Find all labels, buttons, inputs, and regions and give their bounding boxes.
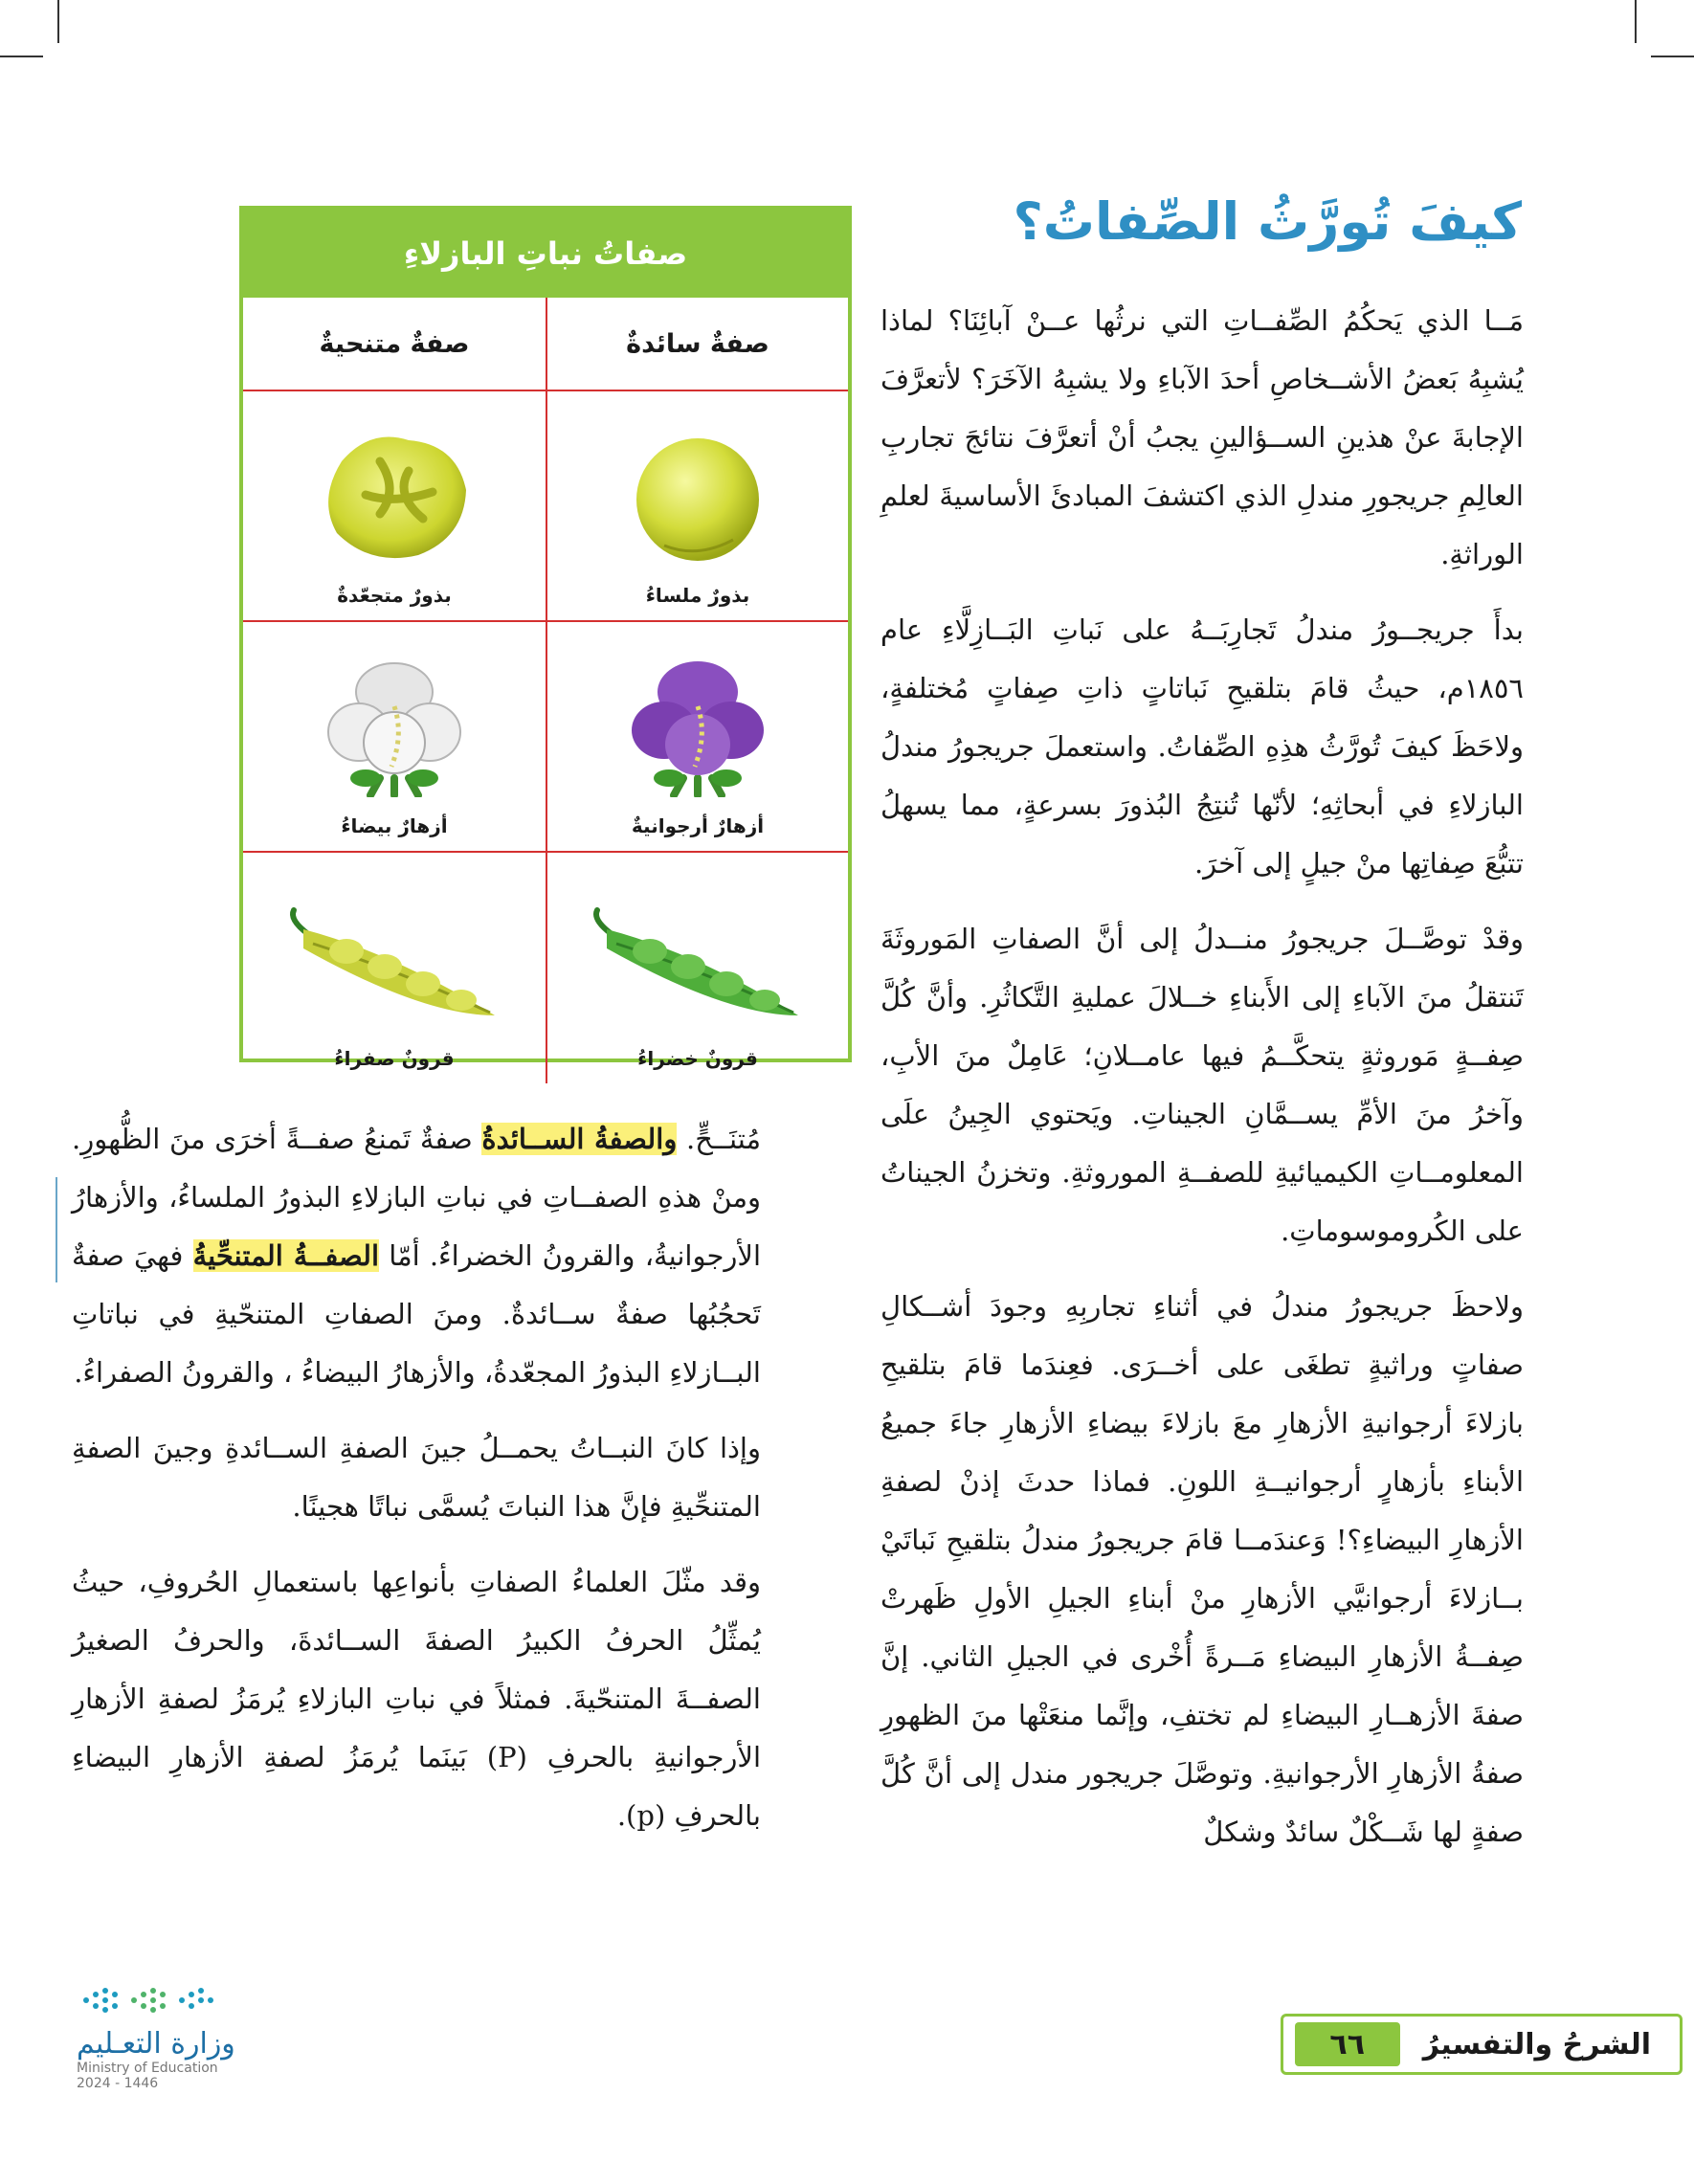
text-run: صفةٌ تَمنعُ صفــةً أخرَى منَ الظُّهورِ. ومنْ هذهِ الصفــاتِ في نباتِ البازلاءِ البذورُ الملساءُ، والأزهارُ الأرجوانيةُ، والقرونُ الخضراءُ. أمّا	[72, 1123, 761, 1272]
edition-year: 2024 - 1446	[77, 2076, 159, 2091]
label-wrinkled-seed: بذورٌ متجعّدةٌ	[337, 584, 452, 607]
cell-purple-flower	[546, 622, 848, 853]
paragraph: وقدْ توصَّــلَ جريجورُ منــدلُ إلى أنَّ الصفاتِ المَوروثَةَ تَنتقلُ منَ الآباءِ إلى الأَبناءِ خــلالَ عمليةِ التَّكاثُرِ. وأنَّ كُلَّ صِفــةٍ مَوروثةٍ يتحكَّــمُ فيها عامــلانِ؛ عَامِلٌ منَ الأبِ، وآخرُ منَ الأمِّ يســمَّانِ الجيناتِ. ويَحتوي الجِينُ علَى المعلومــاتِ الكيميائيةِ للصفــةِ الموروثةِ. وتخزنُ الجيناتُ على الكُروموسوماتِ.	[880, 923, 1524, 1247]
green-pod-image	[583, 905, 813, 1030]
crop-mark	[57, 0, 59, 43]
ministry-logo	[77, 1981, 297, 2091]
crop-mark	[0, 56, 43, 57]
wrinkled-seed-image	[313, 423, 476, 567]
ministry-name-arabic: وزارة التعـليم	[77, 2027, 235, 2061]
cell-yellow-pod	[243, 853, 546, 1083]
text-run: فهيَ صفةٌ تَحجُبُها صفةٌ ســائدةٌ. ومنَ الصفاتِ المتنحّيةِ في نباتاتِ البــازلاءِ البذورُ المجعّدةُ، والأزهارُ البيضاءُ ، والقرونُ الصفراءُ.	[72, 1239, 761, 1389]
logo-dots-icon	[77, 1981, 220, 2019]
label-green-pod: قرونٌ خضراءُ	[637, 1047, 758, 1070]
footer-section-label: الشرحُ والتفسيرُ	[1422, 2027, 1651, 2061]
section-title: كيفَ تُورَّثُ الصِّفاتُ؟	[1013, 191, 1522, 252]
left-column	[72, 1110, 761, 1862]
paragraph: بدأَ جريجــورُ مندلُ تَجارِبَــهُ على نَباتِ البَــازِلَّاءِ عام ١٨٥٦م، حيثُ قامَ بتلقيحِ نَباتاتٍ ذاتِ صِفاتٍ مُختلفةٍ، ولاحَظَ كيفَ تُورَّثُ هذِهِ الصِّفاتُ. واستعملَ جريجورُ مندلُ البازلاءِ في أبحاثِهِ؛ لأنّها تُنتِجُ البُذورَ بسرعةٍ، مما يسهلُ تتبُّعَ صِفاتِها منْ جيلٍ إلى آخرَ.	[880, 613, 1524, 880]
page-number: ٦٦	[1295, 2022, 1400, 2066]
paragraph: وقد مثّلَ العلماءُ الصفاتِ بأنواعِها باستعمالِ الحُروفِ، حيثُ يُمثِّلُ الحرفُ الكبيرُ الصفةَ الســائدةَ، والحرفُ الصغيرُ الصفــةَ المتنحّيةَ. فمثلاً في نباتِ البازلاءِ يُرمَزُ لصفةِ الأزهارِ الأرجوانيةِ بالحرفِ (P) بَينَما يُرمَزُ لصفةِ الأزهارِ البيضاءِ بالحرفِ (p).	[72, 1566, 762, 1832]
header-dominant: صفةٌ سائدةٌ	[546, 298, 848, 391]
label-purple-flower: أزهارٌ أرجوانيةٌ	[631, 814, 765, 837]
text-run: مُتنَــحٍّ.	[677, 1123, 761, 1155]
white-flower-image	[323, 654, 466, 797]
page-footer-tab	[1281, 2014, 1683, 2075]
header-recessive: صفةٌ متنحيةٌ	[243, 298, 546, 391]
label-smooth-seed: بذورٌ ملساءُ	[645, 584, 750, 607]
pea-traits-table	[239, 206, 852, 1070]
table-grid	[243, 298, 848, 1083]
paragraph	[72, 1110, 761, 1402]
crop-mark	[1651, 56, 1694, 57]
cell-green-pod	[546, 853, 848, 1083]
cell-wrinkled-seed	[243, 391, 546, 622]
paragraph: ولاحظَ جريجورُ مندلُ في أثناءِ تجاربِهِ وجودَ أشــكالِ صفاتٍ وراثيةٍ تطغَى على أخــرَى. فعِندَما قامَ بتلقيحِ بازلاءَ أرجوانيةِ الأزهارِ معَ بازلاءَ بيضاءِ الأزهارِ جاءَ جميعُ الأبناءِ بأزهارٍ أرجوانيــةِ اللونِ. فماذا حدثَ إذنْ لصفةِ الأزهارِ البيضاءِ؟! وَعندَمــا قامَ جريجورُ مندلُ بتلقيحِ نَباتَيْ بــازلاءَ أرجوانيَّي الأزهارِ منْ أبناءِ الجيلِ الأولِ ظَهرتْ صِفــةُ الأزهارِ البيضاءِ مَــرةً أُخْرى في الجيلِ الثاني. إنَّ صفةَ الأزهــارِ البيضاءِ لم تختفِ، وإنَّما منعَتْها منَ الظهورِ صفةُ الأزهارِ الأرجوانيةِ. وتوصَّلَ جريجور مندل إلى أنَّ كُلَّ صفةٍ لها شَــكْلٌ سائدٌ وشكلٌ	[880, 1290, 1524, 1848]
smooth-seed-image	[626, 433, 769, 567]
term-dominant-trait: والصفةُ الســائدةُ	[481, 1123, 678, 1155]
label-white-flower: أزهارٌ بيضاءُ	[341, 814, 448, 837]
crop-mark	[1635, 0, 1637, 43]
yellow-pod-image	[279, 905, 509, 1030]
paragraph: وإذا كانَ النبــاتُ يحمــلُ جينَ الصفةِ الســائدةِ وجينَ الصفةِ المتنحِّيةِ فإنَّ هذا النباتَ يُسمَّى نباتًا هجينًا.	[72, 1432, 761, 1523]
term-recessive-trait: الصفــةُ المتنحِّيةُ	[192, 1239, 380, 1272]
paragraph: مَــا الذي يَحكُمُ الصِّفــاتِ التي نرثُها عــنْ آبائِنَا؟ لماذا يُشبِهُ بَعضُ الأشــخاصِ أحدَ الآباءِ ولا يشبِهُ الآخَرَ؟ لأتعرَّفَ الإجابةَ عنْ هذينِ الســؤالينِ يجبُ أنْ أتعرَّفَ نتائجَ تجاربِ العالِمِ جريجورِ مندلِ الذي اكتشفَ المبادئَ الأساسيةَ لعلمِ الوراثةِ.	[880, 304, 1524, 570]
cell-white-flower	[243, 622, 546, 853]
ministry-name-english: Ministry of Education	[77, 2061, 218, 2076]
table-title: صفاتُ نباتِ البازلاءِ	[243, 210, 848, 298]
label-yellow-pod: قرونٌ صفراءُ	[334, 1047, 455, 1070]
purple-flower-image	[626, 654, 769, 797]
margin-line	[56, 1177, 57, 1282]
cell-smooth-seed	[546, 391, 848, 622]
right-column	[880, 292, 1524, 1879]
